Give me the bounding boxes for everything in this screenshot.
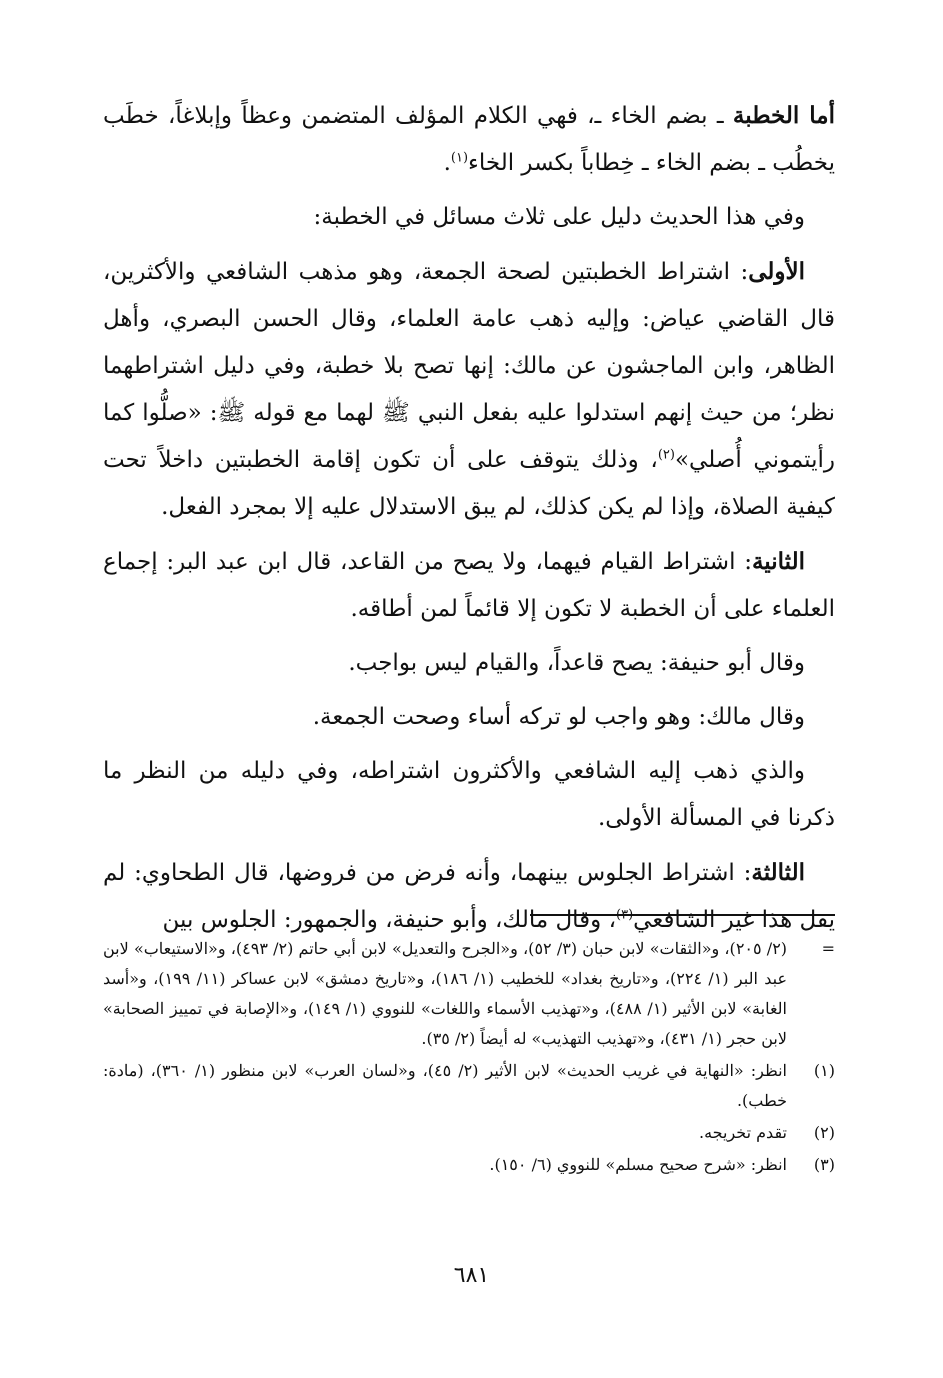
- main-text: [103, 92, 835, 951]
- paragraph: [103, 748, 835, 842]
- footnote: [103, 934, 835, 1054]
- footnote: [103, 1150, 835, 1180]
- paragraph-text: ـ بضم الخاء ـ، فهي الكلام المؤلف المتضمن وعظاً وإبلاغاً، خطَب يخطُب ـ بضم الخاء ـ خِطاباً بكسر الخاء: [103, 103, 835, 176]
- paragraph: [103, 92, 835, 187]
- footnote-marker: =: [821, 939, 835, 958]
- paragraph: [103, 849, 835, 944]
- paragraph-text: .: [443, 150, 451, 176]
- footnotes: [103, 934, 835, 1182]
- paragraph-text: : اشتراط الجلوس بينهما، وأنه فرض من فروضها، قال الطحاوي: لم يقل هذا غير الشافعي: [103, 860, 835, 933]
- paragraph-text: ، وقال مالك، وأبو حنيفة، والجمهور: الجلوس بين: [162, 907, 617, 933]
- paragraph-text: والذي ذهب إليه الشافعي والأكثرون اشتراطه، وفي دليله من النظر ما ذكرنا في المسألة الأولى.: [103, 758, 835, 831]
- footnote-text: تقدم تخريجه.: [699, 1123, 787, 1142]
- paragraph: [103, 194, 835, 241]
- footnote-marker: (١): [813, 1061, 835, 1080]
- footnote-text: (٢/ ٢٠٥)، و«الثقات» لابن حبان (٣/ ٥٢)، و«الجرح والتعديل» لابن أبي حاتم (٢/ ٤٩٣)، و«الاستيعاب» لابن عبد البر (١/ ٢٢٤)، و«تاريخ بغداد» للخطيب (١/ ١٨٦)، و«تاريخ دمشق» لابن عساكر (١١/ ١٩٩)، و«أسد الغابة» لابن الأثير (١/ ٤٨٨)، و«تهذيب الأسماء واللغات» للنووي (١/ ١٤٩)، و«الإصابة في تمييز الصحابة» لابن حجر (١/ ٤٣١)، و«تهذيب التهذيب» له أيضاً (٢/ ٣٥).: [103, 939, 788, 1048]
- footnote: [103, 1056, 835, 1116]
- page-number: ٦٨١: [453, 1263, 490, 1288]
- paragraph-text: وفي هذا الحديث دليل على ثلاث مسائل في الخطبة:: [313, 204, 805, 230]
- paragraph: [103, 694, 835, 741]
- footnote-text: انظر: «شرح صحيح مسلم» للنووي (٦/ ١٥٠).: [489, 1155, 787, 1174]
- footnote-marker: (٣): [813, 1155, 835, 1174]
- bold-term: الثانية: [751, 548, 805, 575]
- footnote: [103, 1118, 835, 1148]
- bold-term: الثالثة: [751, 859, 805, 886]
- footnote-divider: [530, 914, 835, 916]
- paragraph-text: : اشتراط القيام فيهما، ولا يصح من القاعد، قال ابن عبد البر: إجماع العلماء على أن الخطبة لا تكون إلا قائماً لمن أطاقه.: [103, 549, 835, 622]
- paragraph-text: وقال أبو حنيفة: يصح قاعداً، والقيام ليس بواجب.: [348, 650, 805, 676]
- paragraph: [103, 248, 835, 531]
- paragraph: [103, 640, 835, 687]
- footnote-marker: (٢): [813, 1123, 835, 1142]
- footnote-reference: (١): [450, 150, 469, 166]
- bold-term: أما الخطبة: [732, 102, 836, 129]
- paragraph-text: وقال مالك: وهو واجب لو تركه أساء وصحت الجمعة.: [312, 704, 805, 730]
- paragraph-text: ، وذلك يتوقف على أن تكون إقامة الخطبتين داخلاً تحت كيفية الصلاة، وإذا لم يكن كذلك، لم يبق الاستدلال عليه إلا بمجرد الفعل.: [103, 447, 835, 520]
- footnote-reference: (٢): [657, 447, 675, 463]
- footnote-text: انظر: «النهاية في غريب الحديث» لابن الأثير (٢/ ٤٥)، و«لسان العرب» لابن منظور (١/ ٣٦٠)، (مادة: خطب).: [103, 1061, 787, 1110]
- bold-term: الأولى: [748, 258, 805, 285]
- footnote-reference: (٣): [616, 907, 634, 923]
- paragraph: [103, 538, 835, 633]
- paragraph-text: : اشتراط الخطبتين لصحة الجمعة، وهو مذهب الشافعي والأكثرين، قال القاضي عياض: وإليه ذهب عامة العلماء، وقال الحسن البصري، وأهل الظاهر، وابن الماجشون عن مالك: إنها تصح بلا خطبة، وفي دليل اشتراطهما نظر؛ من حيث إنهم استدلوا عليه بفعل النبي ﷺ لهما مع قوله ﷺ: «صلُّوا كما رأيتموني أُصلي»: [103, 259, 835, 473]
